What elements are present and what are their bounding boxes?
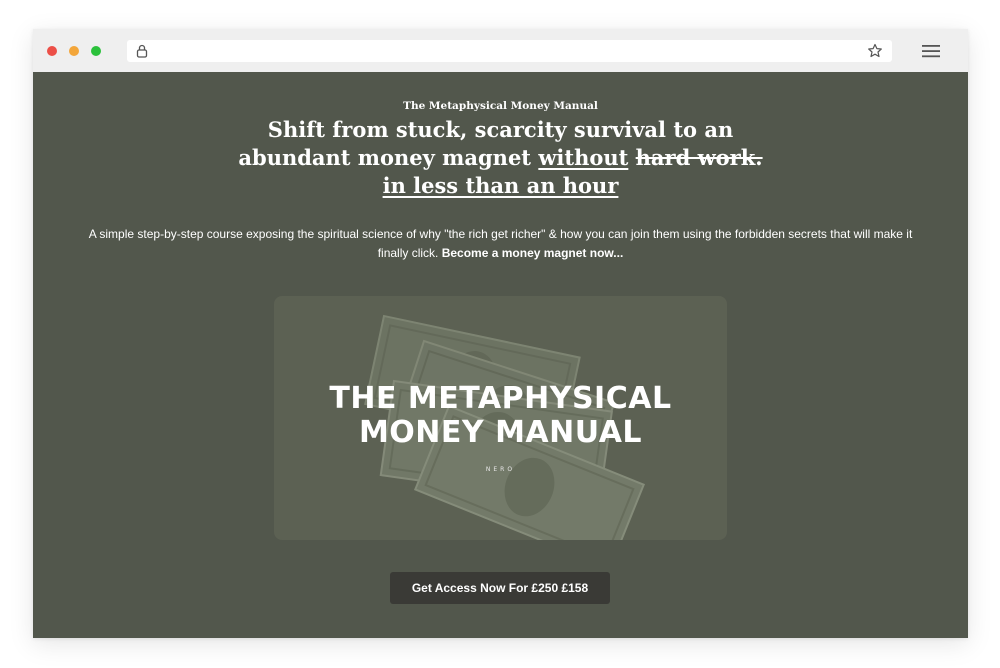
headline [133,116,868,200]
browser-window [33,29,968,638]
product-title-line-1: THE METAPHYSICAL [329,381,672,416]
product-title [274,382,727,450]
headline-line-1: Shift from stuck, scarcity survival to an [267,117,734,142]
product-title-line-2: MONEY MANUAL [358,415,643,450]
product-cover [274,296,727,540]
page-kicker: The Metaphysical Money Manual [403,100,598,112]
maximize-window-button[interactable] [91,46,101,56]
minimize-window-button[interactable] [69,46,79,56]
subheadline [73,225,928,263]
get-access-button-label: Get Access Now For £250 £158 [411,581,589,595]
get-access-button[interactable] [390,572,610,604]
address-bar[interactable] [127,40,892,62]
subheadline-emphasis: Become a money magnet now... [441,246,624,260]
lock-icon [136,44,148,58]
browser-toolbar [33,29,968,72]
headline-line-3: in less than an hour [382,173,619,198]
landing-page [33,72,968,638]
subheadline-text: A simple step-by-step course exposing the spiritual science of why "the rich get richer" & how you can join them using the forbidden secrets that will make it finally click. [88,227,913,260]
product-author: NERO [485,466,516,473]
hamburger-menu-icon[interactable] [921,43,941,59]
headline-line-2-prefix: abundant money magnet [238,145,539,170]
headline-underlined-word: without [538,145,629,170]
close-window-button[interactable] [47,46,57,56]
star-icon[interactable] [867,43,883,59]
headline-struck-text: hard work. [635,145,763,170]
